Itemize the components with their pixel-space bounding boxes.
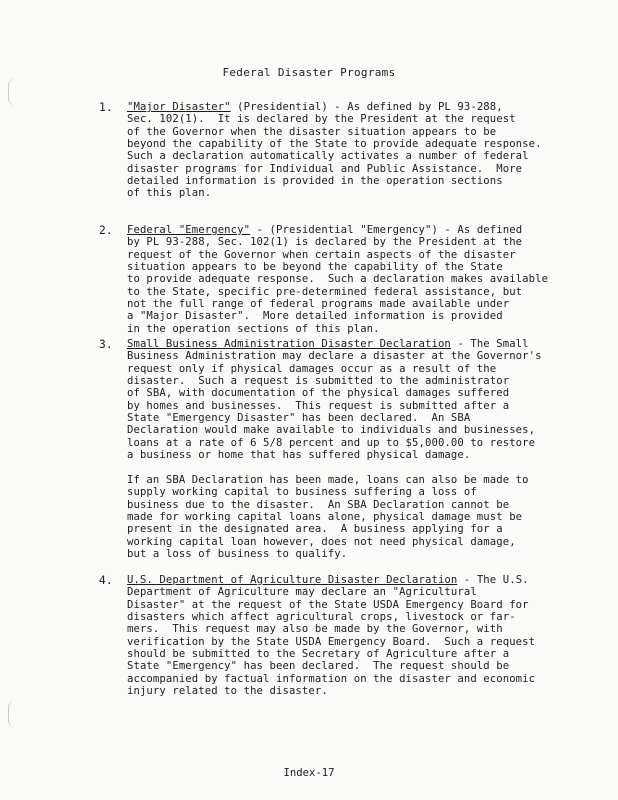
text-line	[127, 113, 607, 125]
item-2-text	[127, 224, 607, 335]
text-line	[127, 323, 607, 335]
line-text: disaster. Such a request is submitted to the administrator	[127, 375, 510, 388]
text-line	[127, 150, 607, 162]
line-text: situation appears to be beyond the capability of the State	[127, 261, 503, 274]
page-footer: Index-17	[283, 767, 335, 779]
text-line	[127, 338, 607, 350]
line-text: - The Small	[450, 338, 529, 350]
line-text: disasters which affect agricultural crops, livestock or far-	[127, 611, 516, 624]
line-text: by homes and businesses. This request is submitted after a	[127, 399, 510, 412]
text-line	[127, 101, 607, 113]
text-line	[127, 249, 607, 261]
text-line	[127, 163, 607, 175]
text-line	[127, 449, 607, 461]
line-text: by PL 93-288, Sec. 102(1) is declared by the President at the	[127, 236, 523, 249]
line-text: Sec. 102(1). It is declared by the President at the request	[127, 113, 516, 126]
text-line	[127, 673, 607, 685]
line-text: Such a declaration automatically activates a number of federal	[127, 150, 529, 163]
line-text: in the operation sections of this plan.	[127, 322, 380, 335]
text-line	[127, 236, 607, 248]
line-text: - The U.S.	[457, 574, 529, 586]
text-line	[127, 611, 607, 623]
line-text: a "Major Disaster". More detailed information is provided	[127, 310, 503, 323]
text-line	[127, 400, 607, 412]
line-text: loans at a rate of 6 5/8 percent and up to $5,000.00 to restore	[127, 436, 536, 449]
margin-mark	[8, 700, 17, 728]
item-4-text	[127, 574, 607, 697]
text-line: business due to the disaster. An SBA Declaration cannot be	[127, 498, 510, 511]
text-line: If an SBA Declaration has been made, loans can also be made to	[127, 474, 529, 486]
text-line: but a loss of business to qualify.	[127, 548, 348, 561]
line-text: beyond the capability of the State to provide adequate response.	[127, 138, 542, 151]
item-heading: "Major Disaster"	[127, 101, 231, 113]
text-line: present in the designated area. A business applying for a	[127, 523, 503, 536]
text-line	[127, 310, 607, 322]
text-line	[127, 224, 607, 236]
text-line	[127, 623, 607, 635]
text-line	[127, 286, 607, 298]
text-line	[127, 574, 607, 586]
line-text: Business Administration may declare a disaster at the Governor's	[127, 350, 542, 363]
line-text: to provide adequate response. Such a declaration makes available	[127, 273, 549, 286]
line-text: of SBA, with documentation of the physical damages suffered	[127, 387, 510, 400]
margin-mark	[8, 78, 17, 106]
text-line	[127, 424, 607, 436]
text-line: working capital loan however, does not need physical damage,	[127, 535, 516, 548]
item-number: 2.	[99, 224, 113, 237]
line-text: State "Emergency" has been declared. The request should be	[127, 660, 510, 673]
item-1-text	[127, 101, 607, 200]
line-text: Disaster" at the request of the State USDA Emergency Board for	[127, 598, 529, 611]
line-text: mers. This request may also be made by the Governor, with	[127, 623, 503, 636]
line-text: Declaration would make available to individuals and businesses,	[127, 424, 536, 437]
line-text: to the State, specific pre-determined federal assistance, but	[127, 285, 523, 298]
item-heading: U.S. Department of Agriculture Disaster Declaration	[127, 574, 458, 586]
text-line	[127, 126, 607, 138]
item-3-paragraph-2	[127, 474, 607, 560]
line-text: injury related to the disaster.	[127, 685, 328, 698]
text-line	[127, 261, 607, 273]
line-text: not the full range of federal programs made available under	[127, 298, 510, 311]
page-title: Federal Disaster Programs	[222, 66, 396, 79]
line-text: request of the Governor when certain aspects of the disaster	[127, 248, 516, 261]
text-line	[127, 350, 607, 362]
text-line	[127, 298, 607, 310]
line-text: request only if physical damages occur as a result of the	[127, 362, 497, 375]
text-line	[127, 599, 607, 611]
line-text: State "Emergency Disaster" has been declared. An SBA	[127, 412, 471, 425]
text-line	[127, 175, 607, 187]
text-line	[127, 648, 607, 660]
text-line	[127, 187, 607, 199]
line-text: accompanied by factual information on the disaster and economic	[127, 672, 536, 685]
text-line: made for working capital loans alone, physical damage must be	[127, 511, 523, 524]
text-line	[127, 660, 607, 672]
text-line	[127, 636, 607, 648]
item-3-text	[127, 338, 607, 461]
item-number: 4.	[99, 574, 113, 587]
text-line	[127, 387, 607, 399]
line-text: of the Governor when the disaster situation appears to be	[127, 125, 497, 138]
line-text: detailed information is provided in the operation sections	[127, 175, 503, 188]
text-line: supply working capital to business suffering a loss of	[127, 486, 477, 499]
text-line	[127, 685, 607, 697]
item-number: 3.	[99, 338, 113, 351]
line-text: - (Presidential "Emergency") - As defined	[250, 224, 523, 236]
line-text: of this plan.	[127, 187, 212, 200]
text-line	[127, 586, 607, 598]
line-text: should be submitted to the Secretary of Agriculture after a	[127, 648, 510, 661]
line-text: verification by the State USDA Emergency Board. Such a request	[127, 635, 536, 648]
line-text: (Presidential) - As defined by PL 93-288,	[230, 101, 503, 113]
text-line	[127, 138, 607, 150]
item-heading: Small Business Administration Disaster Declaration	[127, 338, 451, 350]
line-text: Department of Agriculture may declare an "Agricultural	[127, 586, 477, 599]
text-line	[127, 437, 607, 449]
text-line	[127, 412, 607, 424]
item-number: 1.	[99, 101, 113, 114]
line-text: disaster programs for Individual and Public Assistance. More	[127, 162, 523, 175]
text-line	[127, 375, 607, 387]
line-text: a business or home that has suffered physical damage.	[127, 449, 471, 462]
text-line	[127, 273, 607, 285]
text-line	[127, 363, 607, 375]
item-heading: Federal "Emergency"	[127, 224, 251, 236]
